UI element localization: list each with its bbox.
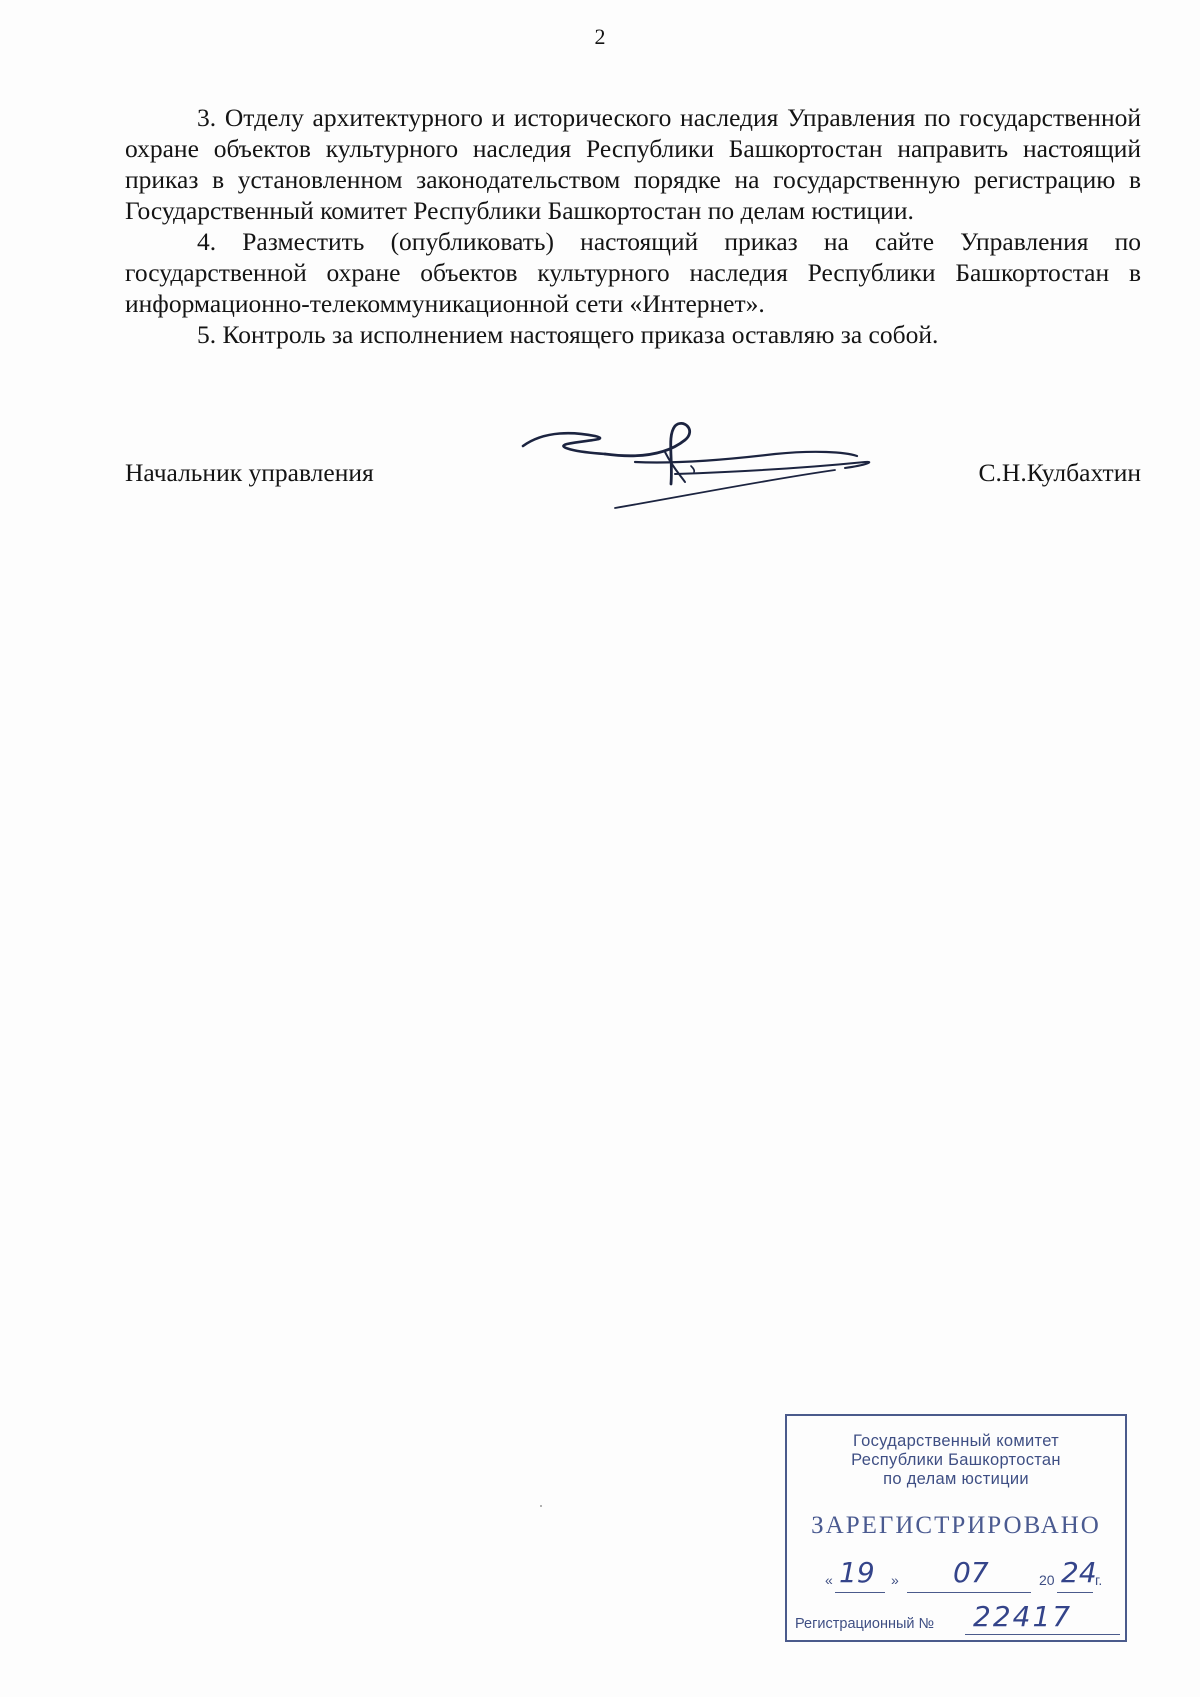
- stamp-reg-line: [965, 1634, 1120, 1635]
- page-number: 2: [594, 24, 606, 49]
- paragraph-5: 5. Контроль за исполнением настоящего приказа оставляю за собой.: [197, 320, 939, 349]
- scan-speck: [540, 1505, 542, 1507]
- stamp-date: [825, 1556, 1115, 1592]
- stamp-day-line: [835, 1592, 885, 1593]
- stamp-registration: [795, 1600, 1120, 1636]
- stamp-reg-number: 22417: [973, 1600, 1073, 1633]
- paragraph-4: 4. Разместить (опубликовать) настоящий приказ на сайте Управления по государственной охране объектов культурного наследия Республики Башкортостан в информационно-телекоммуникационной сети «Интернет».: [125, 227, 1141, 318]
- stamp-year-suffix: 24: [1061, 1556, 1097, 1589]
- stamp-org-line: Республики Башкортостан: [851, 1451, 1061, 1469]
- stamp-org-line: по делам юстиции: [883, 1470, 1029, 1488]
- stamp-organization: [787, 1432, 1125, 1489]
- stamp-quote-close: »: [891, 1572, 899, 1588]
- stamp-year-line: [1057, 1592, 1093, 1593]
- handwritten-signature: [515, 410, 885, 520]
- order-body: [125, 102, 1141, 350]
- signatory-name: С.Н.Кулбахтин: [978, 458, 1141, 487]
- stamp-month: 07: [953, 1556, 989, 1589]
- stamp-quote-open: «: [825, 1572, 833, 1588]
- paragraph-3: 3. Отделу архитектурного и исторического наследия Управления по государственной охране объектов культурного наследия Республики Башкортостан направить настоящий приказ в установленном законодательством порядке на государственную регистрацию в Государственный комитет Республики Башкортостан по делам юстиции.: [125, 103, 1141, 225]
- stamp-org-line: Государственный комитет: [853, 1432, 1059, 1450]
- stamp-day: 19: [839, 1556, 875, 1589]
- stamp-status: ЗАРЕГИСТРИРОВАНО: [811, 1512, 1101, 1539]
- signatory-role: Начальник управления: [125, 458, 374, 487]
- stamp-reg-label: Регистрационный №: [795, 1616, 935, 1632]
- stamp-year-mark: г.: [1095, 1572, 1103, 1588]
- stamp-month-line: [907, 1592, 1031, 1593]
- registration-stamp: [785, 1414, 1127, 1642]
- stamp-year-prefix: 20: [1039, 1572, 1055, 1588]
